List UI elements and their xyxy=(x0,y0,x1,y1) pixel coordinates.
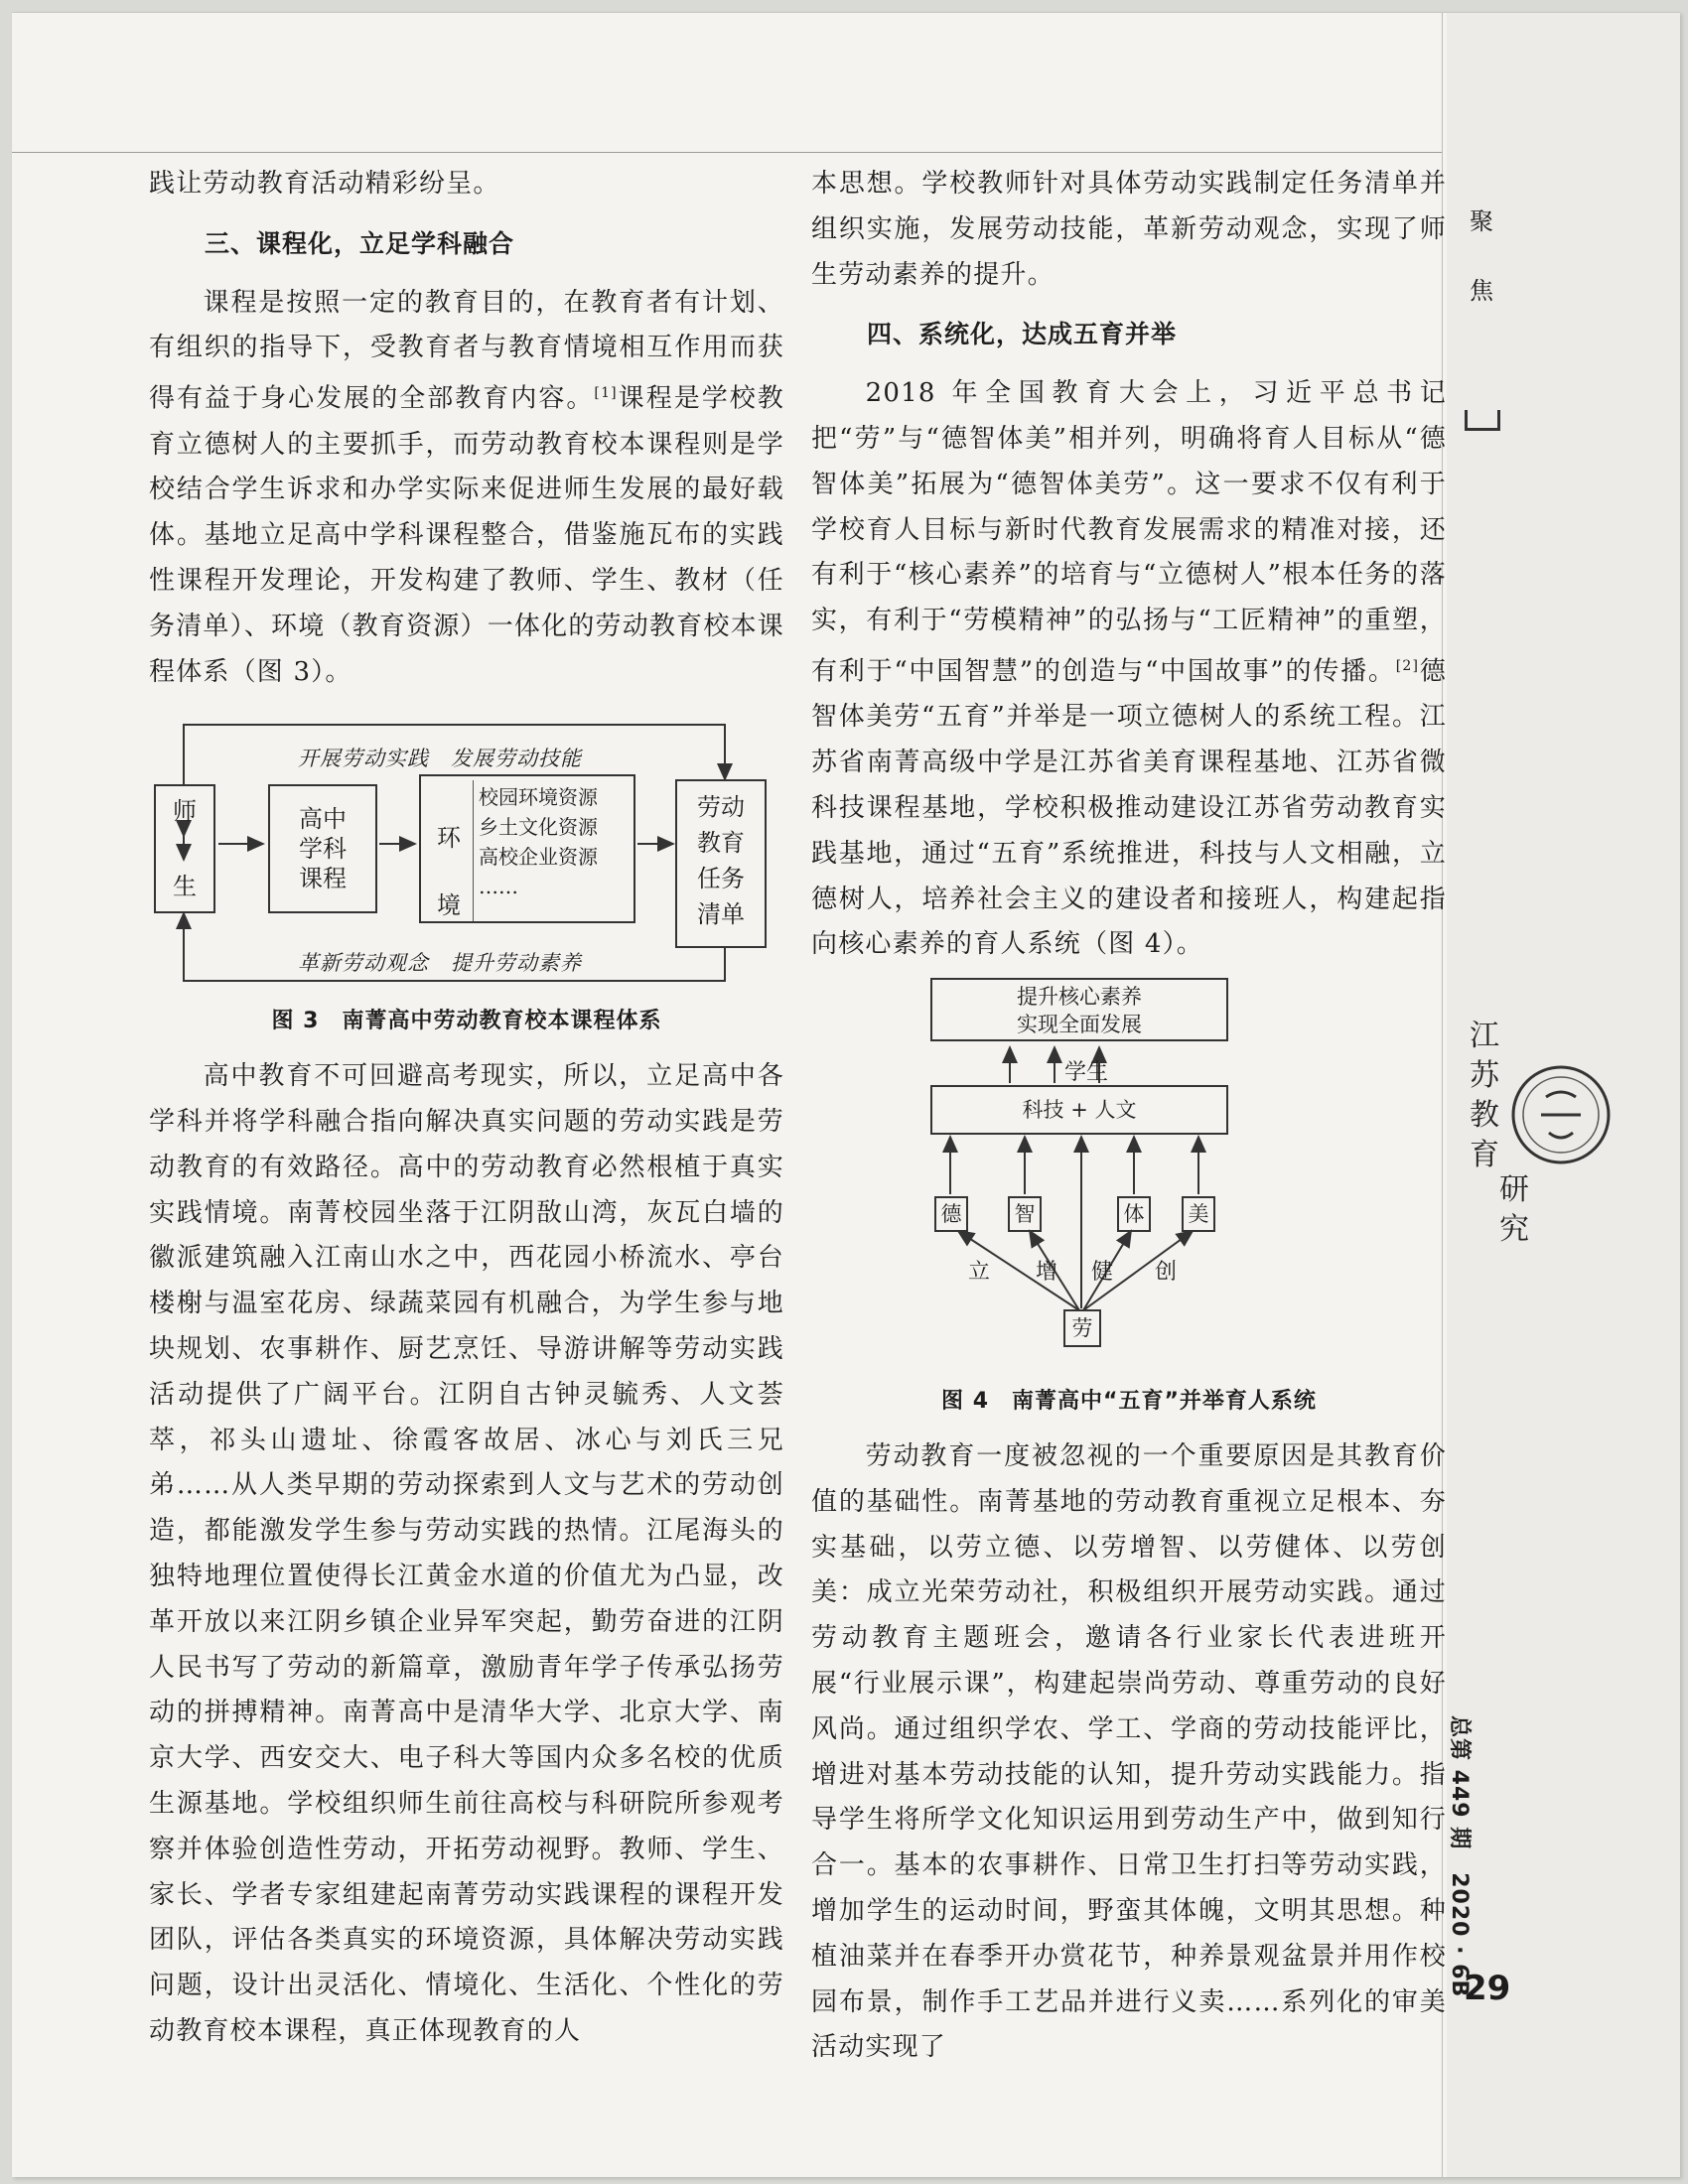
subject-line: 高中 xyxy=(299,805,347,834)
environment-label xyxy=(429,804,469,939)
figure-3-caption: 图 3 南菁高中劳动教育校本课程体系 xyxy=(271,1009,662,1034)
paragraph-text: 2018 年全国教育大会上，习近平总书记把“劳”与“德智体美”相并列，明确将育人目标从“德智体美”拓展为“德智体美劳”。这一要求不仅有利于学校育人目标与新时代教育发展需求的精准对接，还有利于“核心素养”的培育与“立德树人”根本任务的落实，有利于“劳模精神”的弘扬与“工匠精神”的重塑，有利于“中国智慧”的创造与“中国故事”的传播。 xyxy=(811,378,1447,687)
task-line: 教育 xyxy=(697,829,745,858)
teacher-label: 师 xyxy=(173,797,197,826)
section-heading-4: 四、系统化，达成五育并举 xyxy=(867,320,1178,349)
student-label: 生 xyxy=(173,873,197,901)
core-literacy-box xyxy=(930,978,1228,1041)
env-char: 环 xyxy=(437,824,461,853)
journal-logo xyxy=(1462,1006,1606,1254)
figure-3-bottom-label: 革新劳动观念 提升劳动素养 xyxy=(298,951,582,976)
svg-text:育: 育 xyxy=(1470,1138,1499,1172)
figure-4-diagram xyxy=(811,976,1447,1373)
labor-box: 劳 xyxy=(1063,1309,1101,1347)
side-strip xyxy=(1447,13,1680,2177)
svg-text:江: 江 xyxy=(1470,1019,1499,1053)
svg-text:研: 研 xyxy=(1499,1172,1529,1207)
subject-line: 课程 xyxy=(299,865,347,893)
paragraph-five-education xyxy=(811,371,1447,968)
issue-info: 总第 449 期 2020 · 6B xyxy=(1447,1715,1472,1998)
paragraph-continuation: 践让劳动教育活动精彩纷呈。 xyxy=(149,169,500,199)
paragraph-continuation: 本思想。学校教师针对具体劳动实践制定任务清单并组织实施，发展劳动技能，革新劳动观念，实现了师生劳动素养的提升。 xyxy=(811,169,1447,290)
svg-text:苏: 苏 xyxy=(1470,1058,1499,1093)
virtue-box-de: 德 xyxy=(934,1196,968,1232)
virtue-box-zhi: 智 xyxy=(1008,1196,1042,1232)
student-label: 学生 xyxy=(1064,1060,1109,1086)
resource-item: 高校企业资源 xyxy=(479,845,598,870)
subject-line: 学科 xyxy=(299,835,347,864)
task-line: 任务 xyxy=(697,865,745,893)
verb-li: 立 xyxy=(968,1260,991,1286)
verb-zeng: 增 xyxy=(1036,1260,1058,1286)
resource-item: 校园环境资源 xyxy=(479,785,598,810)
paragraph-labor-value: 劳动教育一度被忽视的一个重要原因是其教育价值的基础性。南菁基地的劳动教育重视立足根本、夯实基础，以劳立德、以劳增智、以劳健体、以劳创美：成立光荣劳动社，积极组织开展劳动实践。通过劳动教育主题班会，邀请各行业家长代表进班开展“行业展示课”，构建起崇尚劳动、尊重劳动的良好风尚。通过组织学农、学工、学商的劳动技能评比，增进对基本劳动技能的认知，提升劳动实践能力。指导学生将所学文化知识运用到劳动生产中，做到知行合一。基本的农事耕作、日常卫生打扫等劳动实践，增加学生的运动时间，野蛮其体魄，文明其思想。种植油菜并在春季开办赏花节，种养景观盆景并用作校园布景，制作手工艺品并进行义卖……系列化的审美活动实现了 xyxy=(811,1441,1447,2063)
resource-item: 乡土文化资源 xyxy=(479,815,598,840)
goal-line: 提升核心素养 xyxy=(1017,985,1142,1010)
task-line: 劳动 xyxy=(697,793,745,822)
category-char: 聚 xyxy=(1470,207,1493,235)
paragraph-curriculum xyxy=(149,281,784,696)
category-bracket xyxy=(1465,410,1500,431)
figure-4-caption: 图 4 南菁高中“五育”并举育人系统 xyxy=(941,1389,1317,1415)
goal-line: 实现全面发展 xyxy=(1017,1013,1142,1037)
top-rule xyxy=(12,152,1442,153)
section-category xyxy=(1462,187,1501,326)
figure-3-top-label: 开展劳动实践 发展劳动技能 xyxy=(298,747,582,771)
reference-mark: [2] xyxy=(1395,657,1420,674)
section-heading-3: 三、课程化，立足学科融合 xyxy=(205,228,515,258)
resource-item: …… xyxy=(479,875,518,899)
env-char: 境 xyxy=(437,891,461,920)
environment-resources xyxy=(479,782,598,901)
svg-text:教: 教 xyxy=(1470,1098,1499,1133)
right-column xyxy=(811,162,1447,2071)
subject-course-box xyxy=(268,784,377,913)
journal-page xyxy=(12,12,1680,2177)
tech-humanities-box: 科技 + 人文 xyxy=(930,1085,1228,1135)
svg-text:究: 究 xyxy=(1499,1212,1529,1247)
virtue-box-mei: 美 xyxy=(1182,1196,1215,1232)
verb-jian: 健 xyxy=(1091,1260,1114,1286)
category-char: 焦 xyxy=(1470,277,1493,305)
page-number: 29 xyxy=(1464,1969,1511,2008)
journal-seal-graphic xyxy=(1462,1006,1611,1254)
paragraph-text: 课程是学校教育立德树人的主要抓手，而劳动教育校本课程则是学校结合学生诉求和办学实际来促进师生发展的最好载体。基地立足高中学科课程整合，借鉴施瓦布的实践性课程开发理论，开发构建了教师、学生、教材（任务清单）、环境（教育资源）一体化的劳动教育校本课程体系（图 3）。 xyxy=(149,383,784,687)
env-divider xyxy=(473,780,476,921)
reference-mark: [1] xyxy=(594,385,618,402)
teacher-student-box xyxy=(154,784,215,913)
paragraph-practice: 高中教育不可回避高考现实，所以，立足高中各学科并将学科融合指向解决真实问题的劳动实践是劳动教育的有效路径。高中的劳动教育必然根植于真实实践情境。南菁校园坐落于江阴敔山湾，灰瓦白墙的徽派建筑融入江南山水之中，西花园小桥流水、亭台楼榭与温室花房、绿蔬菜园有机融合，为学生参与地块规划、农事耕作、厨艺烹饪、导游讲解等劳动实践活动提供了广阔平台。江阴自古钟灵毓秀、人文荟萃，祁头山遗址、徐霞客故居、冰心与刘氏三兄弟……从人类早期的劳动探索到人文与艺术的劳动创造，都能激发学生参与劳动实践的热情。江尾海头的独特地理位置使得长江黄金水道的价值尤为凸显，改革开放以来江阴乡镇企业异军突起，勤劳奋进的江阴人民书写了劳动的新篇章，激励青年学子传承弘扬劳动的拼搏精神。南菁高中是清华大学、北京大学、南京大学、西安交大、电子科大等国内众多名校的优质生源基地。学校组织师生前往高校与科研院所参观考察并体验创造性劳动，开拓劳动视野。教师、学生、家长、学者专家组建起南菁劳动实践课程的课程开发团队，评估各类真实的环境资源，具体解决劳动实践问题，设计出灵活化、情境化、生活化、个性化的劳动教育校本课程，真正体现教育的人 xyxy=(149,1061,784,2046)
paragraph-text: 德智体美劳“五育”并举是一项立德树人的系统工程。江苏省南菁高级中学是江苏省美育课程基地、江苏省微科技课程基地，学校积极推动建设江苏省劳动教育实践基地，通过“五育”系统推进，科技与人文相融，立德树人，培养社会主义的建设者和接班人，构建起指向核心素养的育人系统（图 4）。 xyxy=(811,656,1447,960)
verb-chuang: 创 xyxy=(1155,1260,1178,1286)
paragraph-text: 课程是按照一定的教育目的，在教育者有计划、有组织的指导下，受教育者与教育情境相互作用而获得有益于身心发展的全部教育内容。 xyxy=(149,287,784,414)
task-list-box xyxy=(675,779,767,948)
left-column xyxy=(149,162,784,2055)
figure-3-diagram xyxy=(149,705,784,993)
task-line: 清单 xyxy=(697,900,745,929)
virtue-box-ti: 体 xyxy=(1117,1196,1151,1232)
